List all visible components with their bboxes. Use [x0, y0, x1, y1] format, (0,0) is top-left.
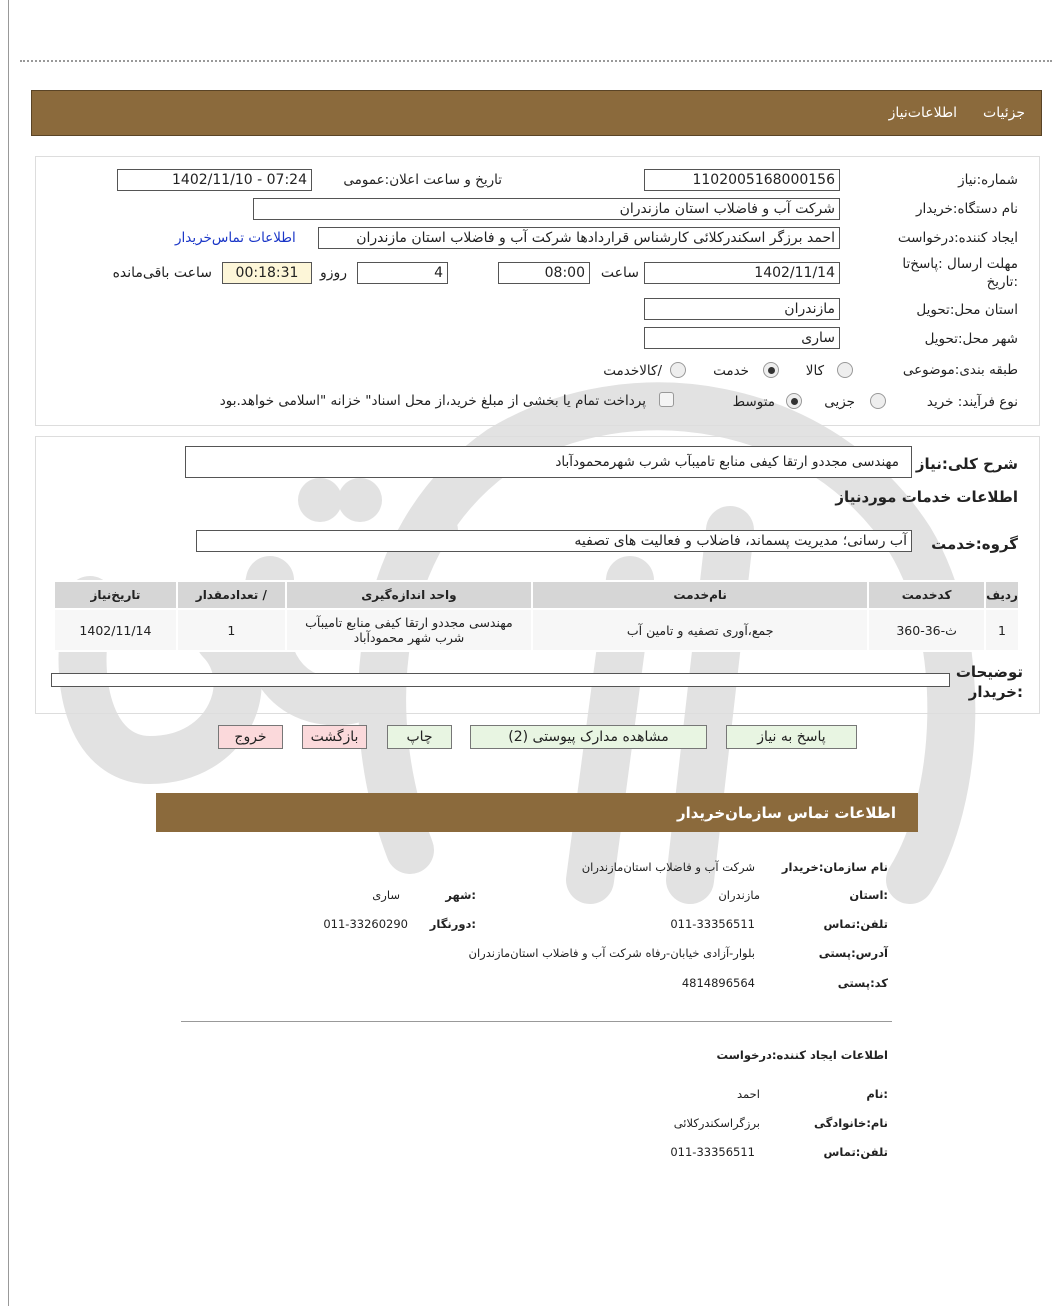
exit-button[interactable]: خروج: [218, 725, 283, 749]
category-service-radio[interactable]: [763, 362, 779, 378]
creator-section-title: اطلاعات ایجاد کننده:درخواست: [716, 1048, 888, 1062]
col-quantity: / تعدادمقدار: [177, 581, 286, 609]
view-attachments-button[interactable]: مشاهده مدارک پیوستی (2): [470, 725, 707, 749]
treasury-payment-note: پرداخت تمام یا بخشی از مبلغ خرید،از محل اسناد" خزانه "اسلامی خواهد.بود: [219, 393, 646, 409]
contact-fax-label: :دورنگار: [429, 917, 476, 931]
buyer-notes-label-2: :خریدار: [968, 683, 1023, 701]
province-label: استان محل:تحویل: [916, 302, 1018, 318]
contact-city-value: ساری: [372, 888, 400, 902]
buyer-contact-header: [156, 793, 918, 832]
col-row-number: ردیف: [985, 581, 1019, 609]
services-table: [53, 580, 1020, 652]
buyer-notes-label: توضیحات: [955, 663, 1023, 681]
creator-label: ایجاد کننده:درخواست: [897, 230, 1018, 246]
buyer-org-field: شرکت آب و فاضلاب استان مازندران: [253, 198, 840, 220]
process-partial-label: جزیی: [824, 394, 855, 410]
back-button[interactable]: بازگشت: [302, 725, 367, 749]
category-goods-label: کالا: [805, 363, 824, 379]
process-partial-radio[interactable]: [870, 393, 886, 409]
contact-phone-label: تلفن:تماس: [823, 917, 888, 931]
print-button[interactable]: چاپ: [387, 725, 452, 749]
buyer-contact-link[interactable]: اطلاعات تماس‌خریدار: [175, 230, 296, 246]
cell-need-date: 1402/11/14: [54, 609, 177, 651]
service-group-label: گروه:خدمت: [931, 535, 1018, 553]
category-goods-service-label: /کالاخدمت: [603, 363, 662, 379]
need-description-field: مهندسی مجددو ارتقا کیفی منابع تامیبآب شرب شهرمحمودآباد: [185, 446, 912, 478]
contact-city-label: :شهر: [445, 888, 476, 902]
category-goods-service-radio[interactable]: [670, 362, 686, 378]
process-type-label: نوع فرآیند: خرید: [926, 394, 1018, 410]
details-tab-bar: [31, 90, 1042, 136]
deadline-date-field: 1402/11/14: [644, 262, 840, 284]
need-number-field: 1102005168000156: [644, 169, 840, 191]
deadline-label-date: :تاریخ: [986, 274, 1018, 290]
contact-postal-value: 4814896564: [681, 976, 755, 990]
col-service-code: کدخدمت: [868, 581, 985, 609]
col-service-name: نام‌خدمت: [532, 581, 868, 609]
services-section-title: اطلاعات خدمات موردنیاز: [835, 488, 1018, 506]
need-number-label: شماره:نیاز: [958, 172, 1018, 188]
remaining-time-field: 00:18:31: [222, 262, 312, 284]
contact-address-value: بلوار-آزادی خیابان-رفاه شرکت آب و فاضلاب استان‌مازندران: [468, 946, 755, 960]
buyer-org-label: نام دستگاه:خریدار: [915, 201, 1018, 217]
process-medium-radio[interactable]: [786, 393, 802, 409]
contact-province-label: :استان: [849, 888, 888, 902]
dotted-separator: [20, 60, 1052, 62]
category-label: طبقه بندی:موضوعی: [902, 362, 1018, 378]
contact-address-label: آدرس:پستی: [818, 946, 888, 960]
contact-divider: [181, 1021, 892, 1022]
contact-org-label: نام سازمان:خریدار: [781, 860, 888, 874]
treasury-payment-checkbox[interactable]: [659, 392, 674, 407]
creator-name-value: احمد: [737, 1087, 760, 1101]
cell-service-name: جمع‌،آوری تصفیه و تامین آب: [532, 609, 868, 651]
city-label: شهر محل:تحویل: [924, 331, 1018, 347]
need-info-panel: [35, 156, 1040, 426]
category-goods-radio[interactable]: [837, 362, 853, 378]
creator-field: احمد برزگر اسکندرکلائی کارشناس قراردادها شرکت آب و فاضلاب استان مازندران: [318, 227, 840, 249]
creator-family-value: برزگراسکندرکلائی: [673, 1116, 760, 1130]
announce-field: 1402/11/10 - 07:24: [117, 169, 312, 191]
need-description-label: شرح کلی:نیاز: [915, 455, 1018, 473]
tab-details[interactable]: جزئیات: [983, 105, 1025, 121]
contact-org-value: شرکت آب و فاضلاب استان‌مازندران: [581, 860, 755, 874]
cell-quantity: 1: [177, 609, 286, 651]
reply-to-need-button[interactable]: پاسخ به نیاز: [726, 725, 857, 749]
creator-phone-label: تلفن:تماس: [823, 1145, 888, 1159]
deadline-time-field: 08:00: [498, 262, 590, 284]
days-field: 4: [357, 262, 448, 284]
tab-need-info[interactable]: اطلاعات‌نیاز: [888, 105, 957, 121]
col-unit: واحد اندازه‌گیری: [286, 581, 532, 609]
col-need-date: تاریخ‌نیاز: [54, 581, 177, 609]
table-header-row: [54, 581, 1019, 609]
page-left-border: [8, 0, 9, 1306]
contact-province-value: مازندران: [718, 888, 760, 902]
process-medium-label: متوسط: [732, 394, 775, 410]
contact-phone-value: 011-33356511: [670, 917, 755, 931]
cell-service-code: ث-36-360: [868, 609, 985, 651]
cell-row-number: 1: [985, 609, 1019, 651]
table-row: [54, 609, 1019, 651]
creator-phone-value: 011-33356511: [670, 1145, 755, 1159]
creator-family-label: نام:خانوادگی: [814, 1116, 888, 1130]
category-service-label: خدمت: [713, 363, 749, 379]
province-field: مازندران: [644, 298, 840, 320]
service-group-field: آب رسانی؛ مدیریت پسماند، فاضلاب و فعالیت های تصفیه: [196, 530, 912, 552]
days-label: روزو: [319, 265, 347, 281]
announce-label: تاریخ و ساعت اعلان:عمومی: [343, 172, 502, 188]
deadline-label: مهلت ارسال :پاسخ‌تا: [902, 256, 1018, 272]
buyer-notes-field: [51, 673, 950, 687]
contact-postal-label: کد:پستی: [837, 976, 888, 990]
remaining-label: ساعت باقی‌مانده: [112, 265, 212, 281]
cell-unit: مهندسی مجددو ارتقا کیفی منابع تامیبآب شرب شهر محمودآباد: [286, 609, 532, 651]
creator-name-label: :نام: [866, 1087, 888, 1101]
city-field: ساری: [644, 327, 840, 349]
time-label: ساعت: [600, 265, 639, 281]
buyer-contact-title: اطلاعات تماس سازمان‌خریدار: [676, 804, 896, 822]
contact-fax-value: 011-33260290: [323, 917, 408, 931]
